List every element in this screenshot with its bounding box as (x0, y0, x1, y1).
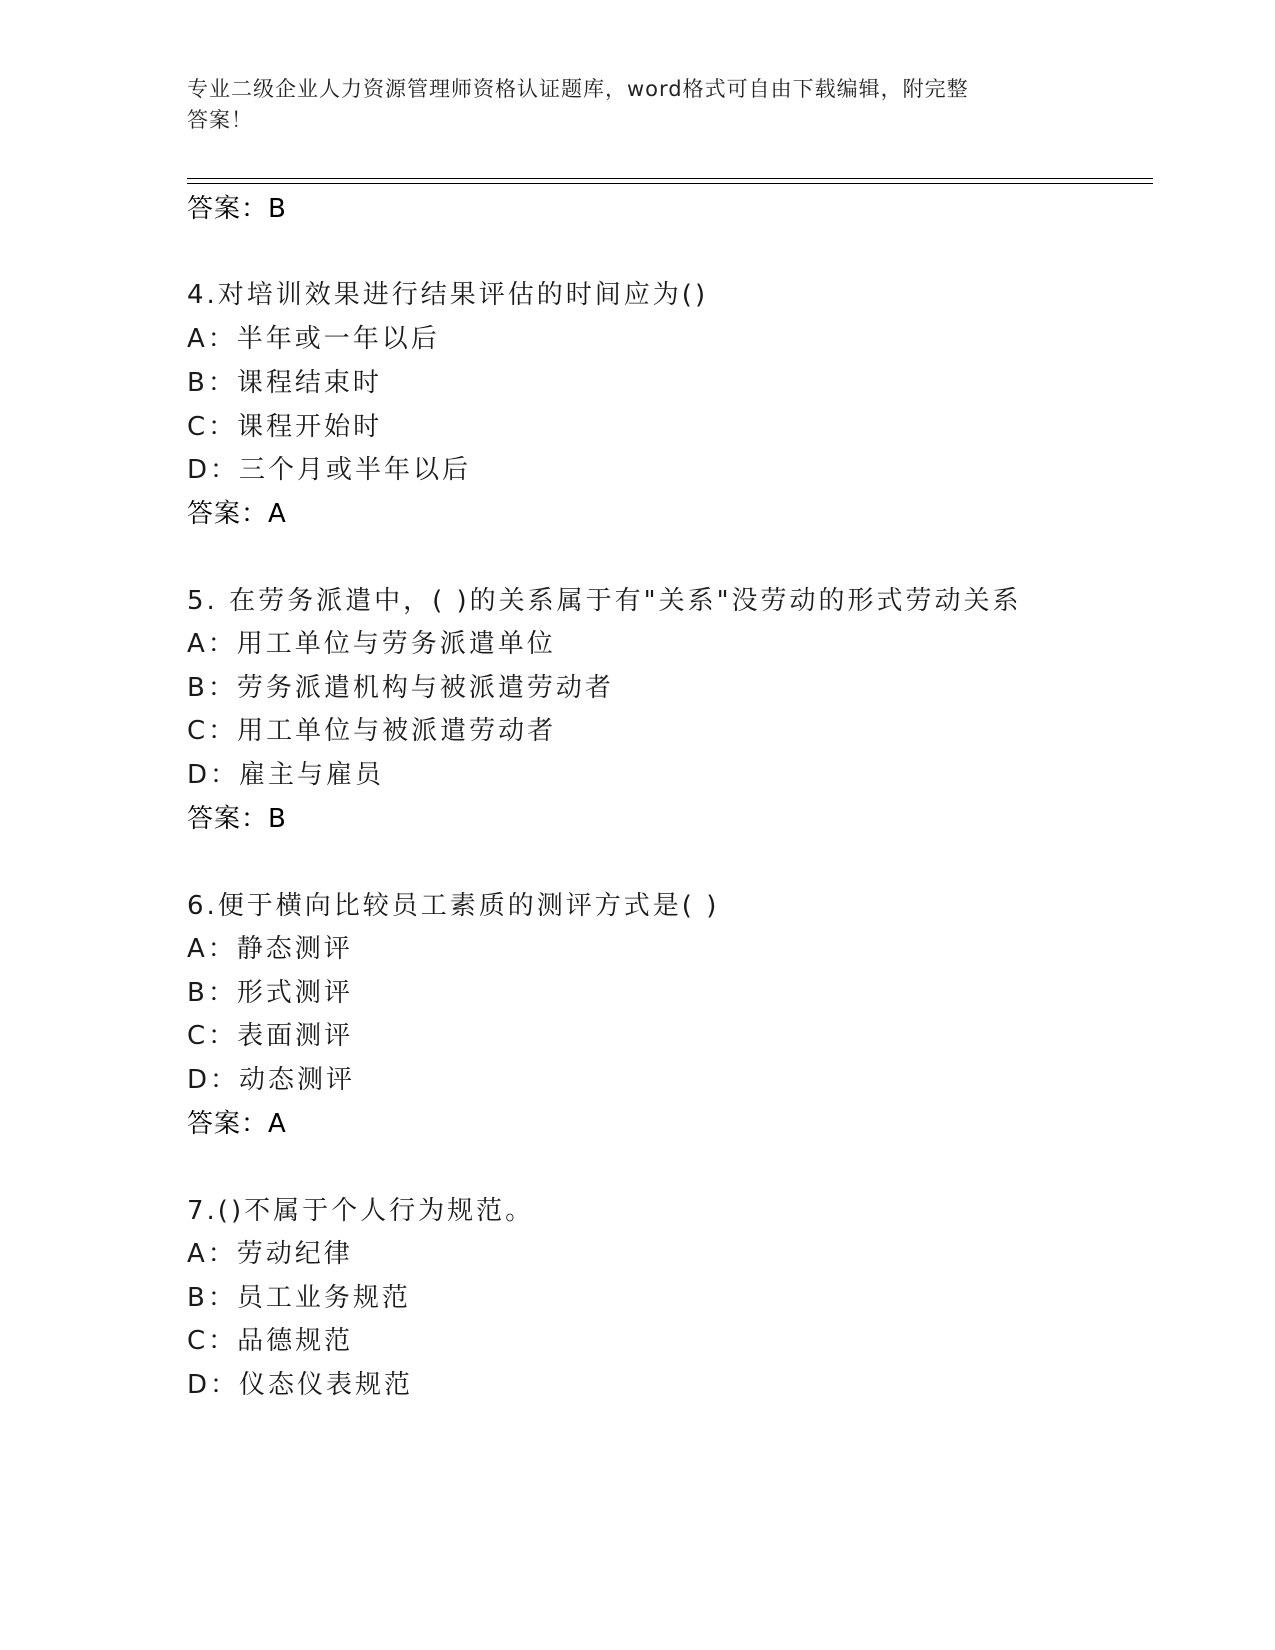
option-d: D：动态测评 (187, 1065, 356, 1095)
option-b: B：劳务派遣机构与被派遣劳动者 (187, 673, 614, 703)
option-a: A：半年或一年以后 (187, 324, 440, 354)
answer-text: 答案：B (187, 194, 287, 224)
answer-text: 答案：A (187, 1109, 287, 1139)
header-rule-top (187, 178, 1153, 179)
option-c: C：品德规范 (187, 1326, 354, 1356)
header-rule-bottom (187, 183, 1153, 184)
option-d: D：雇主与雇员 (187, 760, 385, 790)
answer-text: 答案：A (187, 499, 287, 529)
question-stem: 4.对培训效果进行结果评估的时间应为() (187, 280, 709, 310)
question-stem: 7.()不属于个人行为规范。 (187, 1196, 535, 1226)
option-b: B：形式测评 (187, 978, 353, 1008)
header-line-1: 专业二级企业人力资源管理师资格认证题库，word格式可自由下载编辑，附完整 (187, 77, 969, 101)
option-b: B：员工业务规范 (187, 1283, 411, 1313)
document-header (187, 74, 1087, 136)
option-a: A：用工单位与劳务派遣单位 (187, 629, 556, 659)
question-stem: 6.便于横向比较员工素质的测评方式是( ) (187, 891, 720, 921)
option-d: D：三个月或半年以后 (187, 455, 472, 485)
option-b: B：课程结束时 (187, 368, 382, 398)
option-d: D：仪态仪表规范 (187, 1370, 414, 1400)
option-c: C：用工单位与被派遣劳动者 (187, 716, 557, 746)
header-line-2: 答案！ (187, 108, 253, 132)
answer-text: 答案：B (187, 804, 287, 834)
question-stem: 5. 在劳务派遣中，( )的关系属于有"关系"没劳动的形式劳动关系 (187, 586, 1022, 616)
option-a: A：劳动纪律 (187, 1239, 353, 1269)
option-a: A：静态测评 (187, 934, 353, 964)
option-c: C：表面测评 (187, 1021, 354, 1051)
option-c: C：课程开始时 (187, 412, 383, 442)
